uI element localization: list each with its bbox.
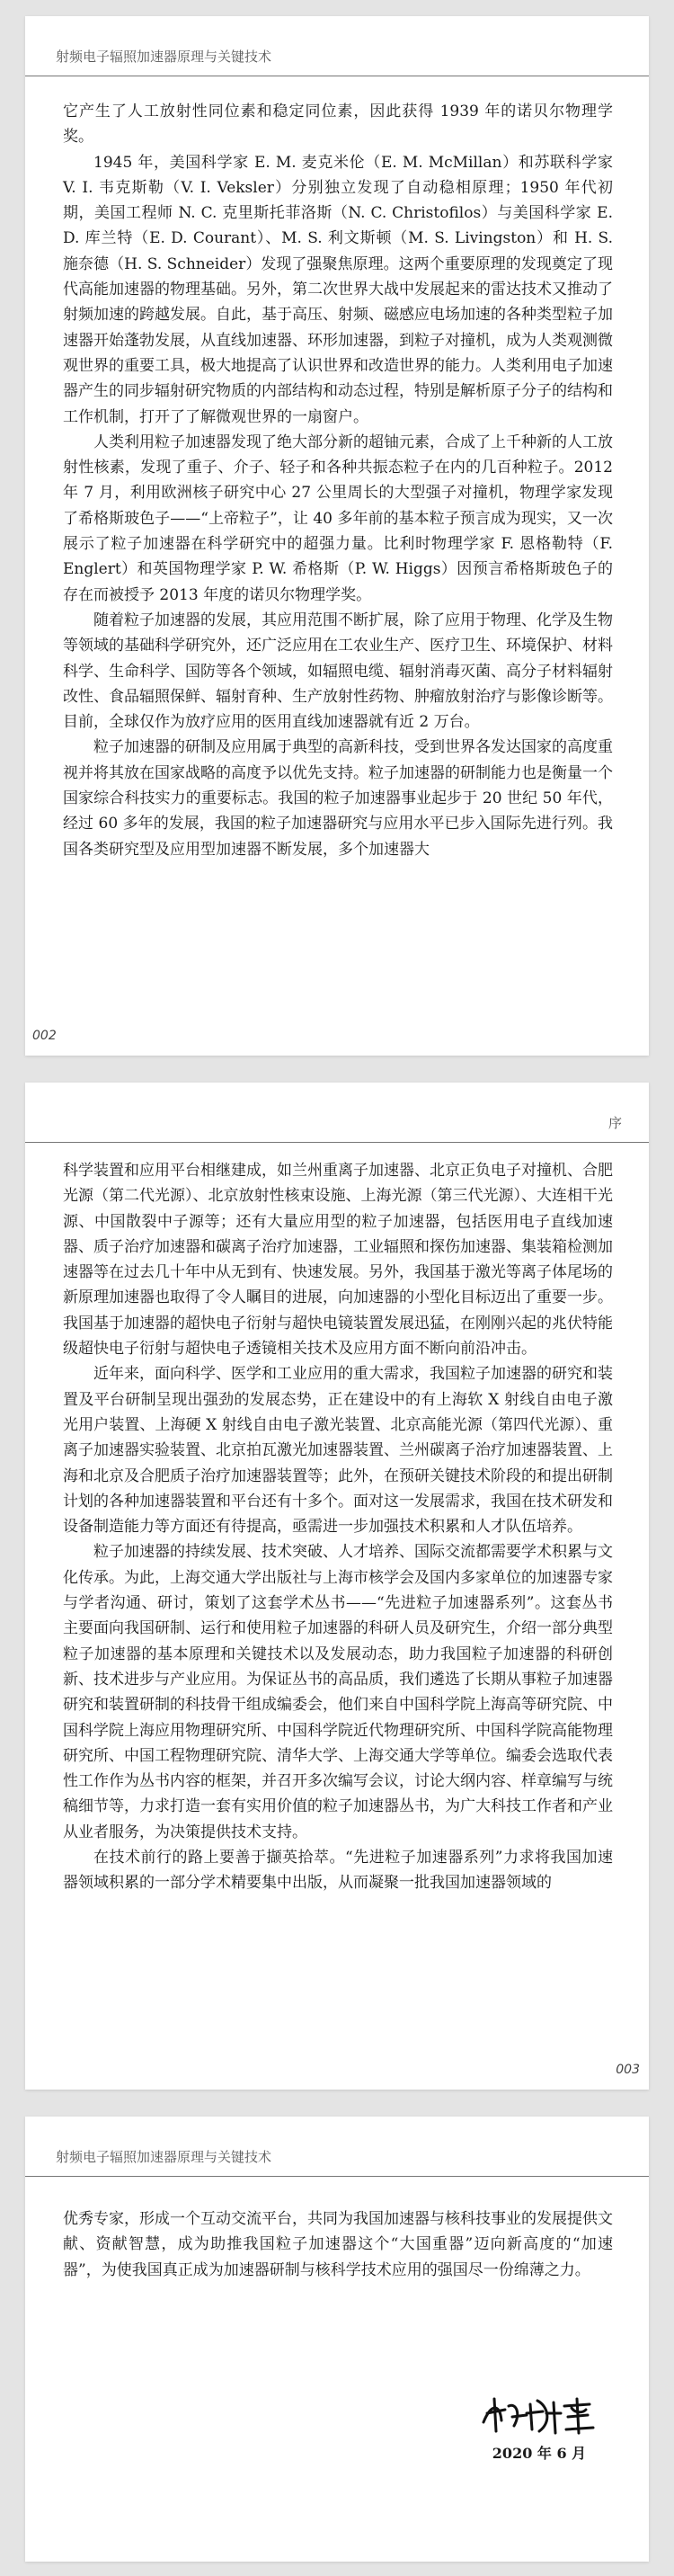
page-003 [25, 1083, 649, 2090]
paragraph: 它产生了人工放射性同位素和稳定同位素，因此获得 1939 年的诺贝尔物理学奖。 [63, 103, 613, 147]
paragraph: 科学装置和应用平台相继建成，如兰州重离子加速器、北京正负电子对撞机、合肥光源（第二代光源）、北京放射性核束设施、上海光源（第三代光源）、大连相干光源、中国散裂中子源等；还有大量应用型的粒子加速器，包括医用电子直线加速器、质子治疗加速器和碳离子治疗加速器，工业辐照和探伤加速器、集装箱检测加速器等在过去几十年中从无到有、快速发展。另外，我国基于激光等离子体尾场的新原理加速器也取得了令人瞩目的进展，向加速器的小型化目标迈出了重要一步。我国基于加速器的超快电子衍射与超快电镜装置发展迅猛，在刚刚兴起的兆伏特能级超快电子衍射与超快电子透镜相关技术及应用方面不断向前沿冲击。 [63, 1162, 613, 1359]
body-text [63, 99, 613, 862]
body-text [63, 2206, 613, 2283]
header-rule [25, 2176, 649, 2177]
body-text [63, 1158, 613, 1896]
paragraph: 1945 年，美国科学家 E. M. 麦克米伦（E. M. McMillan）和苏联科学家 V. I. 韦克斯勒（V. I. Veksler）分别独立发现了自动稳相原理；1950 年代初期，美国工程师 N. C. 克里斯托菲洛斯（N. C. Christofilos）与美国科学家 E. D. 库兰特（E. D. Courant）、M. S. 利文斯顿（M. S. Livingston）和 H. S. 施奈德（H. S. Schneider）发现了强聚焦原理。这两个重要原理的发现奠定了现代高能加速器的物理基础。另外，第二次世界大战中发展起来的雷达技术又推动了射频加速的跨越发展。自此，基于高压、射频、磁感应电场加速的各种类型粒子加速器开始蓬勃发展，从直线加速器、环形加速器，到粒子对撞机，成为人类观测微观世界的重要工具，极大地提高了认识世界和改造世界的能力。人类利用电子加速器产生的同步辐射研究物质的内部结构和动态过程，特别是解析原子分子的结构和工作机制，打开了了解微观世界的一扇窗户。 [63, 153, 613, 426]
paragraph: 粒子加速器的研制及应用属于典型的高新科技，受到世界各发达国家的高度重视并将其放在国家战略的高度予以优先支持。粒子加速器的研制能力也是衡量一个国家综合科技实力的重要标志。我国的粒子加速器事业起步于 20 世纪 50 年代，经过 60 多年的发展，我国的粒子加速器研究与应用水平已步入国际先进行列。我国各类研究型及应用型加速器不断发展，多个加速器大 [63, 738, 613, 859]
paragraph: 随着粒子加速器的发展，其应用范围不断扩展，除了应用于物理、化学及生物等领域的基础科学研究外，还广泛应用在工农业生产、医疗卫生、环境保护、材料科学、生命科学、国防等各个领域，如辐照电缆、辐射消毒灭菌、高分子材料辐射改性、食品辐照保鲜、辐射育种、生产放射性药物、肿瘤放射治疗与影像诊断等。目前，全球仅作为放疗应用的医用直线加速器就有近 2 万台。 [63, 611, 613, 732]
page-number: 002 [32, 1029, 57, 1043]
header-rule [25, 1142, 649, 1143]
paragraph: 人类利用粒子加速器发现了绝大部分新的超铀元素，合成了上千种新的人工放射性核素，发现了重子、介子、轻子和各种共振态粒子在内的几百种粒子。2012 年 7 月，利用欧洲核子研究中心 27 公里周长的大型强子对撞机，物理学家发现了希格斯玻色子——“上帝粒子”，让 40 多年前的基本粒子预言成为现实，又一次展示了粒子加速器在科学研究中的超强力量。比利时物理学家 F. 恩格勒特（F. Englert）和英国物理学家 P. W. 希格斯（P. W. Higgs）因预言希格斯玻色子的存在而被授予 2013 年度的诺贝尔物理学奖。 [63, 432, 613, 604]
signature-date: 2020 年 6 月 [492, 2445, 587, 2462]
running-header: 射频电子辐照加速器原理与关键技术 [56, 2149, 272, 2165]
running-header: 射频电子辐照加速器原理与关键技术 [56, 49, 272, 65]
page-002 [25, 16, 649, 1056]
paragraph: 优秀专家，形成一个互动交流平台，共同为我国加速器与核科技事业的发展提供文献、资献智慧，成为助推我国粒子加速器这个“大国重器”迈向新高度的“加速器”，为使我国真正成为加速器研制与核科学技术应用的强国尽一份绵薄之力。 [63, 2210, 613, 2279]
paragraph: 粒子加速器的持续发展、技术突破、人才培养、国际交流都需要学术积累与文化传承。为此，上海交通大学出版社与上海市核学会及国内多家单位的加速器专家与学者沟通、研讨，策划了这套学术丛书——“先进粒子加速器系列”。这套丛书主要面向我国研制、运行和使用粒子加速器的科研人员及研究生，介绍一部分典型粒子加速器的基本原理和关键技术以及发展动态，助力我国粒子加速器的科研创新、技术进步与产业应用。为保证丛书的高品质，我们遴选了长期从事粒子加速器研究和装置研制的科技骨干组成编委会，他们来自中国科学院上海高等研究院、中国科学院上海应用物理研究所、中国科学院近代物理研究所、中国科学院高能物理研究所、中国工程物理研究院、清华大学、上海交通大学等单位。编委会选取代表性工作作为丛书内容的框架，并召开多次编写会议，讨论大纲内容、样章编写与统稿细节等，力求打造一套有实用价值的粒子加速器丛书，为广大科技工作者和产业从业者服务，为决策提供技术支持。 [63, 1543, 613, 1841]
page-number: 003 [616, 2063, 640, 2077]
page-004 [25, 2117, 649, 2562]
paragraph: 在技术前行的路上要善于撷英拾萃。“先进粒子加速器系列”力求将我国加速器领域积累的一部分学术精要集中出版，从而凝聚一批我国加速器领域的 [63, 1849, 613, 1893]
running-header: 序 [607, 1115, 622, 1131]
paragraph: 近年来，面向科学、医学和工业应用的重大需求，我国粒子加速器的研究和装置及平台研制呈现出强劲的发展态势，正在建设中的有上海软 X 射线自由电子激光用户装置、上海硬 X 射线自由电子激光装置、北京高能光源（第四代光源）、重离子加速器实验装置、北京拍瓦激光加速器装置、兰州碳离子治疗加速器装置、上海和北京及合肥质子治疗加速器装置等；此外，在预研关键技术阶段的和提出研制计划的各种加速器装置和平台还有十多个。面对这一发展需求，我国在技术研发和设备制造能力等方面还有待提高，亟需进一步加强技术积累和人才队伍培养。 [63, 1365, 613, 1537]
handwritten-signature [474, 2386, 609, 2440]
